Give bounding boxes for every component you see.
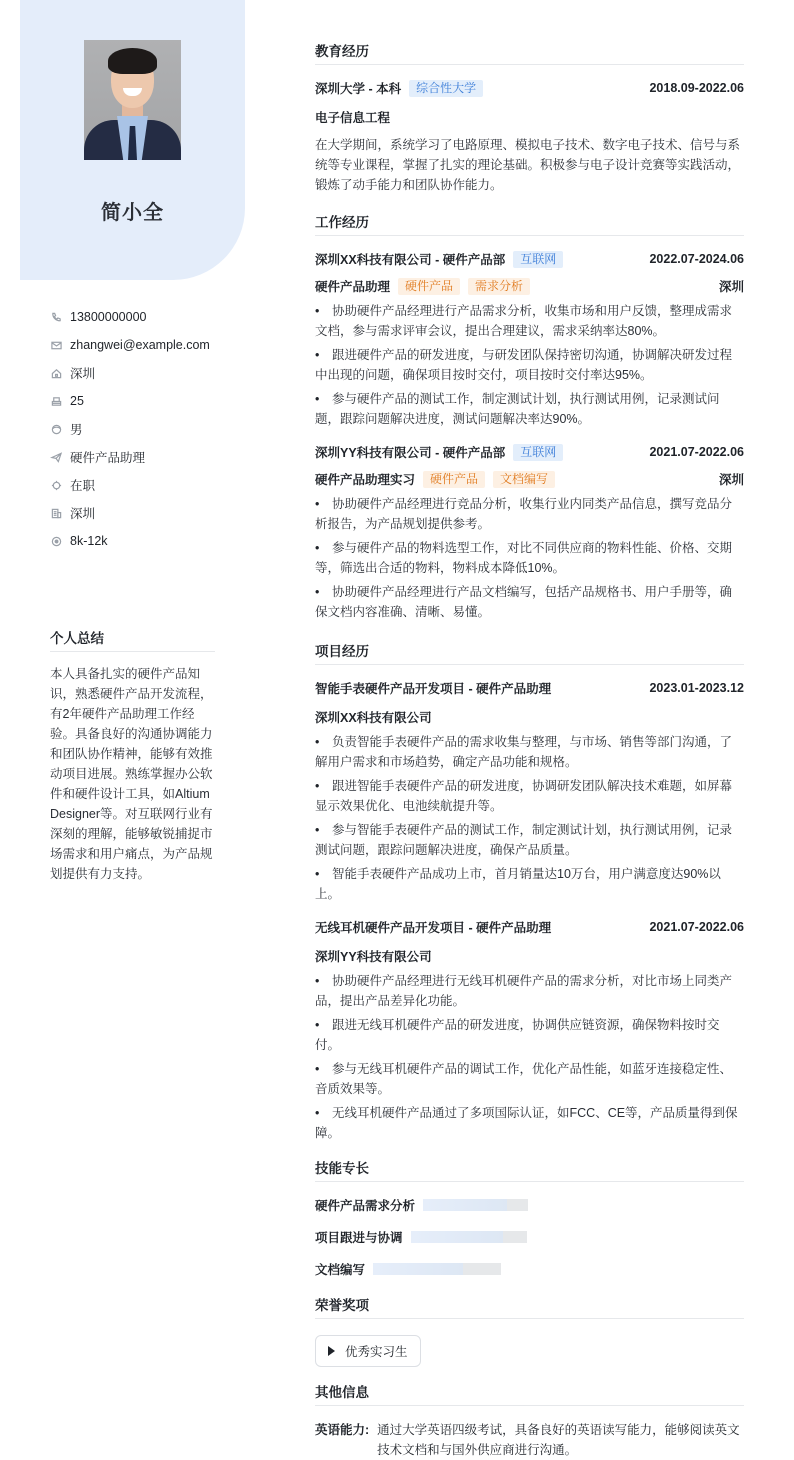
work-entry (315, 443, 744, 622)
skill-tag: 文档编写 (493, 471, 555, 488)
summary-title: 个人总结 (50, 627, 215, 652)
profile-header (20, 0, 245, 280)
other-title: 其他信息 (315, 1381, 744, 1406)
project-company: 深圳XX科技有限公司 (315, 711, 432, 725)
contact-info (50, 303, 240, 555)
salary-icon (50, 535, 62, 547)
info-gender: 男 (50, 415, 240, 443)
work-date: 2021.07-2022.06 (649, 445, 744, 459)
awards-section (315, 1294, 744, 1381)
major: 电子信息工程 (315, 111, 391, 125)
skill-item (315, 1228, 527, 1246)
list-item: • 协助硬件产品经理进行无线耳机硬件产品的需求分析，对比市场上同类产品，提出产品差异化功能。 (315, 971, 744, 1011)
skill-item (315, 1260, 744, 1278)
info-location: 深圳 (50, 359, 240, 387)
other-item (315, 1420, 744, 1460)
other-section (315, 1381, 744, 1460)
job-role: 硬件产品助理实习 (315, 473, 416, 487)
play-triangle-icon (328, 1346, 335, 1356)
info-age: 25 (50, 387, 240, 415)
main-content (315, 40, 744, 1460)
work-bullets (315, 301, 744, 429)
info-position: 硬件产品助理 (50, 443, 240, 471)
other-key: 英语能力: (315, 1423, 370, 1437)
skill-name: 项目跟进与协调 (315, 1231, 403, 1245)
info-city: 深圳 (50, 499, 240, 527)
candidate-name: 简小全 (101, 202, 164, 224)
work-title: 工作经历 (315, 211, 744, 236)
skill-bar (411, 1231, 527, 1243)
skill-bar (373, 1263, 501, 1275)
age-icon (50, 395, 62, 407)
awards-title: 荣誉奖项 (315, 1294, 744, 1319)
company-name: 深圳XX科技有限公司 - 硬件产品部 (315, 253, 506, 267)
send-icon (50, 451, 62, 463)
skill-name: 硬件产品需求分析 (315, 1199, 416, 1213)
job-role: 硬件产品助理 (315, 280, 391, 294)
phone-icon (50, 311, 62, 323)
home-icon (50, 367, 62, 379)
projects-section (315, 640, 744, 1143)
building-icon (50, 507, 62, 519)
list-item: • 参与智能手表硬件产品的测试工作，制定测试计划，执行测试用例，记录测试问题，跟踪问题解决进度，确保产品质量。 (315, 820, 744, 860)
school-type-tag: 综合性大学 (409, 80, 483, 97)
skill-bar (423, 1199, 528, 1211)
company-name: 深圳YY科技有限公司 - 硬件产品部 (315, 446, 506, 460)
skills-section (315, 1157, 744, 1278)
list-item: • 智能手表硬件产品成功上市，首月销量达10万台，用户满意度达90%以上。 (315, 864, 744, 904)
other-value: 通过大学英语四级考试，具备良好的英语读写能力，能够阅读英文技术文档和与国外供应商进行沟通。 (377, 1423, 740, 1457)
skill-tag: 硬件产品 (423, 471, 485, 488)
work-section (315, 211, 744, 622)
list-item: • 无线耳机硬件产品通过了多项国际认证，如FCC、CE等，产品质量得到保障。 (315, 1103, 744, 1143)
skill-tag: 需求分析 (468, 278, 530, 295)
info-phone: 13800000000 (50, 303, 240, 331)
project-entry (315, 679, 744, 904)
project-company: 深圳YY科技有限公司 (315, 950, 432, 964)
work-bullets (315, 494, 744, 622)
list-item: • 协助硬件产品经理进行产品文档编写，包括产品规格书、用户手册等，确保文档内容准确、清晰、易懂。 (315, 582, 744, 622)
sidebar (20, 0, 245, 881)
list-item: • 负责智能手表硬件产品的需求收集与整理，与市场、销售等部门沟通，了解用户需求和市场趋势，确定产品功能和规格。 (315, 732, 744, 772)
personal-summary (50, 627, 215, 884)
list-item: • 协助硬件产品经理进行竞品分析，收集行业内同类产品信息，撰写竞品分析报告，为产品规划提供参考。 (315, 494, 744, 534)
list-item: • 跟进无线耳机硬件产品的研发进度，协调供应链资源，确保物料按时交付。 (315, 1015, 744, 1055)
work-city: 深圳 (718, 473, 744, 487)
skill-tag: 硬件产品 (398, 278, 460, 295)
project-date: 2023.01-2023.12 (649, 681, 744, 695)
skill-name: 文档编写 (315, 1263, 366, 1277)
summary-text: 本人具备扎实的硬件产品知识，熟悉硬件产品开发流程，有2年硬件产品助理工作经验。具备良好的沟通协调能力和团队协作精神，能够有效推动项目进展。熟练掌握办公软件和硬件设计工具，如Altium Designer等。对互联网行业有深刻的理解，能够敏锐捕捉市场需求和用户痛点，为产品规划提供有力支持。 (50, 667, 213, 881)
industry-tag: 互联网 (513, 444, 563, 461)
industry-tag: 互联网 (513, 251, 563, 268)
info-email: zhangwei@example.com (50, 331, 240, 359)
list-item: • 跟进智能手表硬件产品的研发进度，协调研发团队解决技术难题，如屏幕显示效果优化、电池续航提升等。 (315, 776, 744, 816)
info-salary: 8k-12k (50, 527, 240, 555)
mail-icon (50, 339, 62, 351)
project-bullets (315, 971, 744, 1143)
info-status: 在职 (50, 471, 240, 499)
project-bullets (315, 732, 744, 904)
award-item[interactable]: 优秀实习生 (315, 1335, 421, 1367)
list-item: • 参与硬件产品的物料选型工作，对比不同供应商的物料性能、价格、交期等，筛选出合适的物料，物料成本降低10%。 (315, 538, 744, 578)
school-name: 深圳大学 - 本科 (315, 82, 402, 96)
work-entry (315, 250, 744, 429)
list-item: • 参与硬件产品的测试工作，制定测试计划，执行测试用例，记录测试问题，跟踪问题解决进度，测试问题解决率达90%。 (315, 389, 744, 429)
profile-photo (84, 40, 181, 160)
project-name: 智能手表硬件产品开发项目 - 硬件产品助理 (315, 682, 552, 696)
education-section (315, 40, 744, 195)
list-item: • 跟进硬件产品的研发进度，与研发团队保持密切沟通，协调解决研发过程中出现的问题，确保项目按时交付，项目按时交付率达95%。 (315, 345, 744, 385)
list-item: • 协助硬件产品经理进行产品需求分析，收集市场和用户反馈，整理成需求文档，参与需求评审会议，提出合理建议，需求采纳率达80%。 (315, 301, 744, 341)
skill-item (315, 1196, 528, 1214)
project-entry (315, 918, 744, 1143)
status-icon (50, 479, 62, 491)
gender-icon (50, 423, 62, 435)
skills-title: 技能专长 (315, 1157, 744, 1182)
project-name: 无线耳机硬件产品开发项目 - 硬件产品助理 (315, 921, 552, 935)
education-date: 2018.09-2022.06 (649, 81, 744, 95)
list-item: • 参与无线耳机硬件产品的调试工作，优化产品性能，如蓝牙连接稳定性、音质效果等。 (315, 1059, 744, 1099)
projects-title: 项目经历 (315, 640, 744, 665)
education-desc: 在大学期间，系统学习了电路原理、模拟电子技术、数字电子技术、信号与系统等专业课程，掌握了扎实的理论基础。积极参与电子设计竞赛等实践活动，锻炼了动手能力和团队协作能力。 (315, 138, 741, 192)
work-date: 2022.07-2024.06 (649, 252, 744, 266)
work-city: 深圳 (718, 280, 744, 294)
education-title: 教育经历 (315, 40, 744, 65)
project-date: 2021.07-2022.06 (649, 920, 744, 934)
